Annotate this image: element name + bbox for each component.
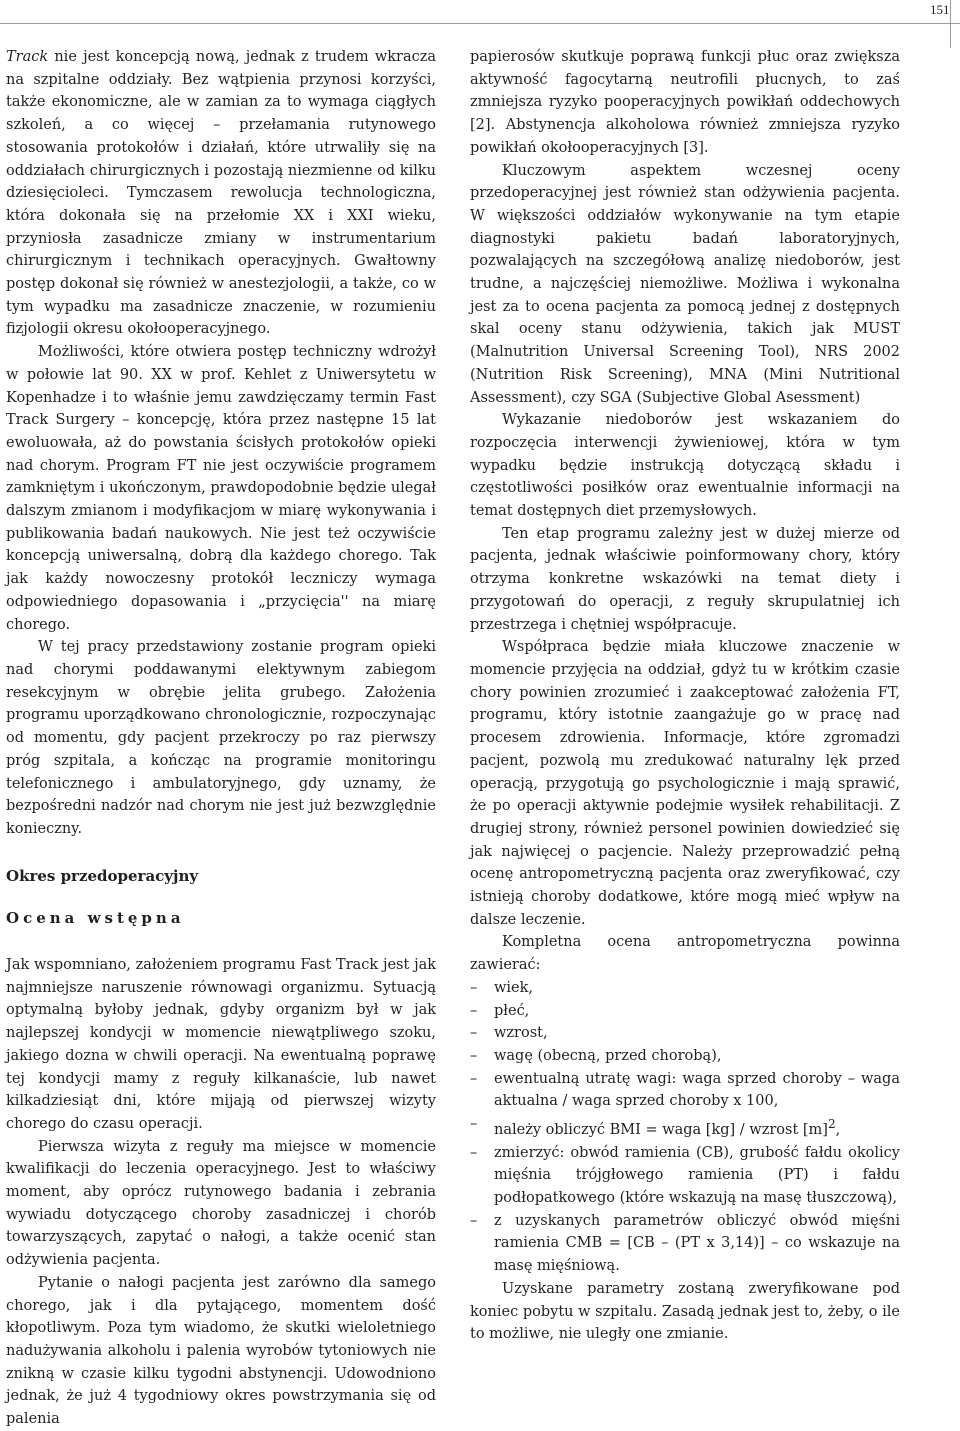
list-item: – z uzyskanych parametrów obliczyć obwód mięśni ramienia CMB = [CB – (PT x 3,14)] – co wskazuje na masę mięśniową. bbox=[470, 1210, 900, 1278]
list-dash: – bbox=[470, 979, 478, 996]
subsection-heading-initial-assessment: Ocena wstępna bbox=[6, 909, 185, 928]
list-item: – wzrost, bbox=[470, 1022, 900, 1045]
list-item: – wagę (obecną, przed chorobą), bbox=[470, 1045, 900, 1068]
list-dash: – bbox=[470, 1116, 478, 1133]
paragraph-kehlet: Możliwości, które otwiera postęp techniczny wdrożył w połowie lat 90. XX w prof. Kehlet z Uniwersytetu w Kopenhadze i to właśnie jemu zawdzięczamy termin Fast Track Surgery – koncepcję, która przez następne 15 lat ewoluowała, aż do powstania ścisłych protokołów opieki nad chorym. Program FT nie jest oczywiście programem zamkniętym i ukończonym, prawdopodobnie będzie ulegał dalszym zmianom i modyfikacjom w miarę wykonywania i publikowania badań naukowych. Nie jest też oczywiście koncepcją uniwersalną, dobrą dla każdego chorego. Tak jak każdy nowoczesny protokół leczniczy wymaga odpowiedniego dopasowania i „przycięcia'' na miarę chorego. bbox=[6, 344, 436, 633]
list-item: – zmierzyć: obwód ramienia (CB), grubość fałdu okolicy mięśnia trójgłowego ramienia (PT) i fałdu podłopatkowego (które wskazują na masę tłuszczową), bbox=[470, 1142, 900, 1210]
list-dash: – bbox=[470, 1025, 478, 1042]
paragraph-patient-dependency: Ten etap programu zależny jest w dużej mierze od pacjenta, jednak właściwie poinformowany chory, który otrzyma konkretne wskazówki na temat diety i przygotowań do operacji, z reguły skrupulatniej ich przestrzega i chętniej współpracuje. bbox=[470, 525, 900, 633]
paragraph-intro bbox=[6, 46, 436, 341]
italic-track-term: Track bbox=[6, 49, 49, 65]
list-item: – należy obliczyć BMI = waga [kg] / wzrost $[m]^2$, bbox=[470, 1113, 900, 1142]
list-item: – płeć, bbox=[470, 1000, 900, 1023]
paragraph-nutrition-assessment: Kluczowym aspektem wczesnej oceny przedoperacyjnej jest również stan odżywienia pacjenta. W większości oddziałów wykonywanie na tym etapie diagnostyki pakietu badań laboratoryjnych, pozwalających na szczegółową analizę niedoborów, jest trudne, a najczęściej niemożliwe. Możliwa i wykonalna jest za to ocena pacjenta za pomocą jednej z dostępnych skal oceny stanu odżywienia, takich jak MUST (Malnutrition Universal Screening Tool), NRS 2002 (Nutrition Risk Screening), MNA (Mini Nutritional Assessment), czy SGA (Subjective Global Asessment) bbox=[470, 162, 900, 406]
list-dash: – bbox=[470, 1144, 478, 1161]
right-column bbox=[470, 46, 900, 1346]
paragraph-program-overview: W tej pracy przedstawiony zostanie program opieki nad chorymi poddawanymi elektywnym zabiegom resekcyjnym w obrębie jelita grubego. Założenia programu uporządkowano chronologicznie, rozpoczynając od momentu, gdy pacjent przekroczy po raz pierwszy próg szpitala, a kończąc na programie monitoringu telefonicznego i ambulatoryjnego, gdy uznamy, że bezpośredni nadzór nad chorym nie jest już bezwzględnie konieczny. bbox=[6, 639, 436, 837]
paragraph-balance: Jak wspomniano, założeniem programu Fast Track jest jak najmniejsze naruszenie równowagi organizmu. Sytuacją optymalną byłoby jednak, gdyby organizm był w jak najlepszej kondycji w momencie niewątpliwego szoku, jakiego dozna w chwili operacji. Na ewentualną poprawę tej kondycji mamy z reguły kilkanaście, lub nawet kilkadziesiąt dni, które mijają od pierwszej wizyty chorego do czasu operacji. bbox=[6, 957, 436, 1132]
paragraph-verification: Uzyskane parametry zostaną zweryfikowane pod koniec pobytu w szpitalu. Zasadą jednak jest to, żeby, o ile to możliwe, nie uległy one zmianie. bbox=[470, 1280, 900, 1343]
paragraph-smoking-continuation: papierosów skutkuje poprawą funkcji płuc oraz zwiększa aktywność fagocytarną neutrofili płucnych, to zaś zmniejsza ryzyko pooperacyjnych powikłań oddechowych [2]. Abstynencja alkoholowa również zmniejsza ryzyko powikłań okołooperacyjnych [3]. bbox=[470, 49, 900, 156]
page-number-divider bbox=[950, 0, 951, 48]
paragraph-first-visit: Pierwsza wizyta z reguły ma miejsce w momencie kwalifikacji do leczenia operacyjnego. Jest to właściwy moment, aby oprócz rutynowego badania i zebrania wywiadu dotyczącego choroby zasadniczej i chorób towarzyszących, zapytać o nałogi, a także ocenić stan odżywienia pacjenta. bbox=[6, 1138, 436, 1269]
paragraph-anthropometric-intro: Kompletna ocena antropometryczna powinna zawierać: bbox=[470, 934, 900, 974]
list-item: – ewentualną utratę wagi: waga sprzed choroby – waga aktualna / waga sprzed choroby x 100, bbox=[470, 1068, 900, 1113]
anthropometric-list bbox=[470, 977, 900, 1278]
list-item: – wiek, bbox=[470, 977, 900, 1000]
list-dash: – bbox=[470, 1212, 478, 1229]
page-number: 151 bbox=[930, 2, 950, 17]
list-dash: – bbox=[470, 1070, 478, 1087]
bmi-superscript: 2 bbox=[827, 1117, 836, 1132]
header-rule bbox=[0, 23, 960, 24]
paragraph-intro-text: nie jest koncepcją nową, jednak z trudem wkracza na szpitalne oddziały. Bez wątpienia przynosi korzyści, także ekonomiczne, ale w zamian za to wymaga ciągłych szkoleń, a co więcej – przełamania rutynowego stosowania protokołów i działań, które utrwaliły się na oddziałach chirurgicznych i pozostają niezmienne od kilku dziesięcioleci. Tymczasem rewolucja technologiczna, która dokonała się na przełomie XX i XXI wieku, przyniosła zasadnicze zmiany w instrumentarium chirurgicznym i technikach operacyjnych. Gwałtowny postęp dokonał się również w anestezjologii, a także, co w tym wypadku ma zasadnicze znaczenie, w rozumieniu fizjologii okresu okołooperacyjnego. bbox=[6, 49, 436, 338]
paragraph-cooperation: Współpraca będzie miała kluczowe znaczenie w momencie przyjęcia na oddział, gdyż tu w krótkim czasie chory powinien zrozumieć i zaakceptować założenia FT, programu, który istotnie zaangażuje go w pracę nad procesem zdrowienia. Informacje, które zgromadzi pacjent, pozwolą mu zredukować naturalny lęk przed operacją, przygotują go psychologicznie i mają sprawić, że po operacji aktywnie podejmie wysiłek rehabilitacji. Z drugiej strony, również personel powinien dowiedzieć się jak najwięcej o pacjencie. Należy przeprowadzić pełną ocenę antropometryczną pacjenta oraz zweryfikować, czy istnieją choroby dodatkowe, które mogą mieć wpływ na dalsze leczenie. bbox=[470, 639, 900, 928]
section-heading-preoperative: Okres przedoperacyjny bbox=[6, 866, 199, 885]
paragraph-deficiencies: Wykazanie niedoborów jest wskazaniem do rozpoczęcia interwencji żywieniowej, która w tym wypadku będzie instrukcją dotyczącą składu i częstotliwości posiłków oraz ewentualnie informacji na temat dostępnych diet przemysłowych. bbox=[470, 412, 900, 520]
list-dash: – bbox=[470, 1047, 478, 1064]
list-dash: – bbox=[470, 1002, 478, 1019]
left-column bbox=[6, 46, 436, 1431]
paragraph-addictions: Pytanie o nałogi pacjenta jest zarówno dla samego chorego, jak i dla pytającego, momentem dość kłopotliwym. Poza tym wiadomo, że skutki wieloletniego nadużywania alkoholu i palenia wyrobów tytoniowych nie znikną w czasie kilku tygodni abstynencji. Udowodniono jednak, że już 4 tygodniowy okres powstrzymania się od palenia bbox=[6, 1274, 436, 1428]
